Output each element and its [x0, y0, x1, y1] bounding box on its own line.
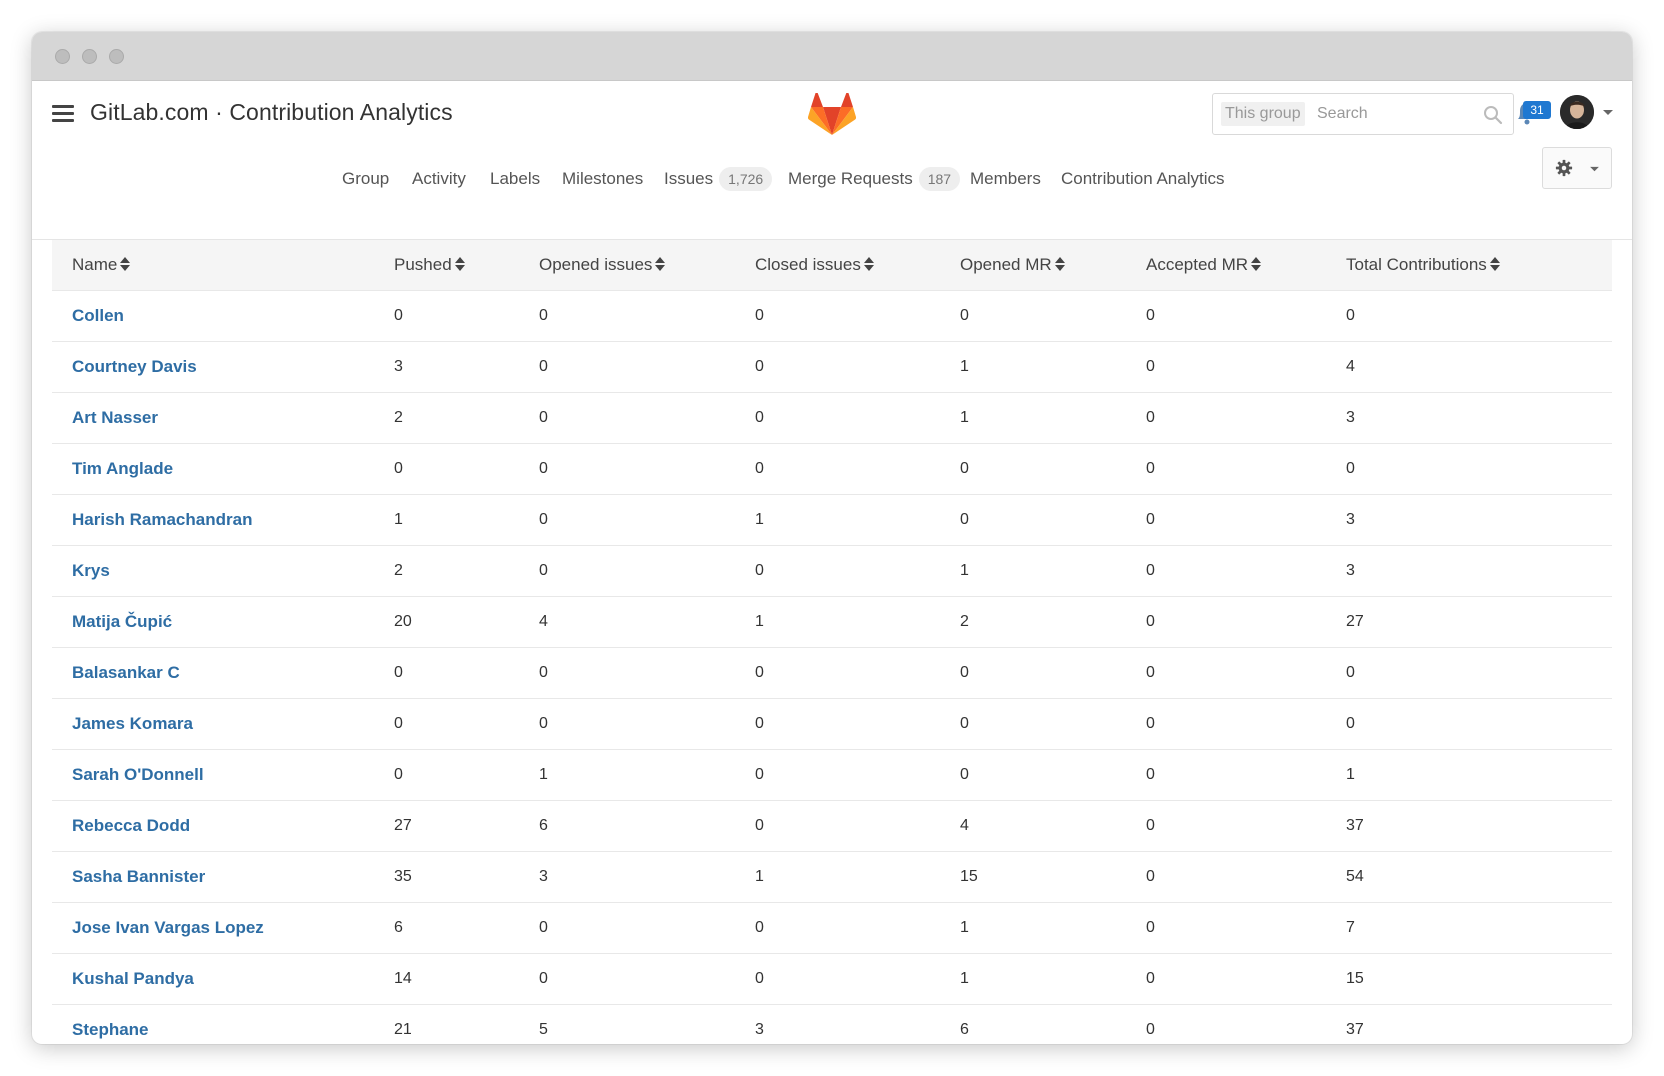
opened-issues-cell: 0	[539, 903, 755, 954]
opened-mr-cell: 6	[960, 1005, 1146, 1045]
search-input[interactable]	[1317, 102, 1477, 126]
accepted-mr-cell: 0	[1146, 546, 1346, 597]
nav-members[interactable]	[970, 159, 1041, 199]
total-contributions-cell: 3	[1346, 393, 1612, 444]
pushed-cell: 0	[394, 699, 539, 750]
closed-issues-cell: 0	[755, 444, 960, 495]
closed-issues-cell: 1	[755, 852, 960, 903]
gitlab-logo-icon[interactable]	[808, 93, 856, 137]
closed-issues-cell: 0	[755, 393, 960, 444]
total-contributions-cell: 15	[1346, 954, 1612, 1005]
accepted-mr-cell: 0	[1146, 444, 1346, 495]
opened-issues-cell: 0	[539, 291, 755, 342]
column-header-accepted-mr[interactable]	[1146, 240, 1346, 291]
opened-mr-cell: 2	[960, 597, 1146, 648]
total-contributions-cell: 27	[1346, 597, 1612, 648]
pushed-cell: 35	[394, 852, 539, 903]
sort-icon	[864, 257, 874, 271]
closed-issues-cell: 0	[755, 699, 960, 750]
contributor-name-link[interactable]: Balasankar C	[52, 648, 394, 699]
contributor-name-link[interactable]: Sarah O'Donnell	[52, 750, 394, 801]
issues-count-badge: 1,726	[719, 167, 772, 191]
accepted-mr-cell: 0	[1146, 648, 1346, 699]
opened-mr-cell: 1	[960, 903, 1146, 954]
table-row	[52, 495, 1612, 546]
opened-issues-cell: 1	[539, 750, 755, 801]
pushed-cell: 3	[394, 342, 539, 393]
total-contributions-cell: 1	[1346, 750, 1612, 801]
table-row	[52, 597, 1612, 648]
closed-issues-cell: 0	[755, 903, 960, 954]
contributor-name-link[interactable]: James Komara	[52, 699, 394, 750]
nav-merge-requests[interactable]	[788, 159, 960, 199]
table-row	[52, 750, 1612, 801]
opened-issues-cell: 0	[539, 495, 755, 546]
gear-icon	[1555, 159, 1573, 177]
opened-issues-cell: 0	[539, 699, 755, 750]
closed-issues-cell: 0	[755, 342, 960, 393]
opened-issues-cell: 0	[539, 393, 755, 444]
column-header-total-contributions[interactable]	[1346, 240, 1612, 291]
close-window-button[interactable]	[55, 49, 70, 64]
sort-icon	[1055, 257, 1065, 271]
opened-issues-cell: 6	[539, 801, 755, 852]
column-header-label: Opened MR	[960, 255, 1052, 274]
accepted-mr-cell: 0	[1146, 342, 1346, 393]
opened-issues-cell: 0	[539, 546, 755, 597]
column-header-label: Closed issues	[755, 255, 861, 274]
column-header-pushed[interactable]	[394, 240, 539, 291]
sort-icon	[1251, 257, 1261, 271]
browser-window	[32, 32, 1632, 1044]
nav-labels[interactable]	[490, 159, 540, 199]
table-row	[52, 801, 1612, 852]
pushed-cell: 0	[394, 291, 539, 342]
contributor-name-link[interactable]: Kushal Pandya	[52, 954, 394, 1005]
pushed-cell: 0	[394, 750, 539, 801]
accepted-mr-cell: 0	[1146, 597, 1346, 648]
user-avatar-image	[1560, 95, 1594, 129]
column-header-label: Name	[72, 255, 118, 274]
table-row	[52, 291, 1612, 342]
page-title: GitLab.com · Contribution Analytics	[90, 99, 453, 125]
nav-activity-label: Activity	[412, 169, 466, 188]
opened-issues-cell: 0	[539, 648, 755, 699]
accepted-mr-cell: 0	[1146, 954, 1346, 1005]
nav-members-label: Members	[970, 169, 1041, 188]
contributor-name-link[interactable]: Tim Anglade	[52, 444, 394, 495]
zoom-window-button[interactable]	[109, 49, 124, 64]
opened-mr-cell: 1	[960, 954, 1146, 1005]
column-header-label: Total Contributions	[1346, 255, 1487, 274]
table-row	[52, 903, 1612, 954]
opened-mr-cell: 4	[960, 801, 1146, 852]
opened-mr-cell: 1	[960, 393, 1146, 444]
total-contributions-cell: 3	[1346, 495, 1612, 546]
contributor-name-link[interactable]: Matija Čupić	[52, 597, 394, 648]
opened-mr-cell: 0	[960, 291, 1146, 342]
minimize-window-button[interactable]	[82, 49, 97, 64]
pushed-cell: 20	[394, 597, 539, 648]
accepted-mr-cell: 0	[1146, 291, 1346, 342]
total-contributions-cell: 0	[1346, 291, 1612, 342]
group-nav	[32, 159, 1632, 199]
total-contributions-cell: 4	[1346, 342, 1612, 393]
accepted-mr-cell: 0	[1146, 750, 1346, 801]
sort-icon	[120, 257, 130, 271]
opened-mr-cell: 0	[960, 648, 1146, 699]
closed-issues-cell: 0	[755, 291, 960, 342]
total-contributions-cell: 0	[1346, 444, 1612, 495]
closed-issues-cell: 0	[755, 750, 960, 801]
opened-issues-cell: 0	[539, 444, 755, 495]
column-header-opened-mr[interactable]	[960, 240, 1146, 291]
opened-mr-cell: 0	[960, 444, 1146, 495]
nav-group[interactable]	[342, 159, 389, 199]
closed-issues-cell: 1	[755, 597, 960, 648]
table-body	[52, 291, 1612, 1045]
pushed-cell: 6	[394, 903, 539, 954]
table-row	[52, 954, 1612, 1005]
pushed-cell: 2	[394, 546, 539, 597]
nav-activity[interactable]	[412, 159, 466, 199]
settings-dropdown-button[interactable]	[1542, 147, 1612, 189]
hamburger-menu-icon[interactable]	[52, 105, 74, 123]
table-row	[52, 648, 1612, 699]
contributor-name-link[interactable]: Jose Ivan Vargas Lopez	[52, 903, 394, 954]
contributor-name-link[interactable]: Harish Ramachandran	[52, 495, 394, 546]
opened-issues-cell: 0	[539, 342, 755, 393]
notification-count-badge[interactable]: 31	[1523, 101, 1551, 119]
table-row	[52, 699, 1612, 750]
pushed-cell: 14	[394, 954, 539, 1005]
nav-contribution-analytics-label: Contribution Analytics	[1061, 169, 1225, 188]
table-row	[52, 1005, 1612, 1045]
opened-mr-cell: 0	[960, 699, 1146, 750]
nav-milestones[interactable]	[562, 159, 643, 199]
pushed-cell: 0	[394, 648, 539, 699]
accepted-mr-cell: 0	[1146, 393, 1346, 444]
nav-merge-requests-label: Merge Requests	[788, 169, 913, 188]
column-header-opened-issues[interactable]	[539, 240, 755, 291]
sort-icon	[1490, 257, 1500, 271]
nav-contribution-analytics[interactable]	[1061, 159, 1224, 199]
search-box[interactable]	[1212, 93, 1514, 135]
accepted-mr-cell: 0	[1146, 495, 1346, 546]
contributor-name-link[interactable]: Rebecca Dodd	[52, 801, 394, 852]
total-contributions-cell: 54	[1346, 852, 1612, 903]
opened-mr-cell: 1	[960, 546, 1146, 597]
nav-issues-label: Issues	[664, 169, 714, 188]
opened-issues-cell: 5	[539, 1005, 755, 1045]
page-header	[32, 81, 1632, 240]
contributor-name-link[interactable]: Art Nasser	[52, 393, 394, 444]
sort-icon	[655, 257, 665, 271]
accepted-mr-cell: 0	[1146, 903, 1346, 954]
pushed-cell: 27	[394, 801, 539, 852]
contributor-name-link[interactable]: Krys	[52, 546, 394, 597]
total-contributions-cell: 0	[1346, 648, 1612, 699]
contribution-table	[52, 240, 1612, 1044]
accepted-mr-cell: 0	[1146, 699, 1346, 750]
pushed-cell: 1	[394, 495, 539, 546]
pushed-cell: 2	[394, 393, 539, 444]
nav-labels-label: Labels	[490, 169, 541, 188]
total-contributions-cell: 37	[1346, 1005, 1612, 1045]
table-row	[52, 393, 1612, 444]
accepted-mr-cell: 0	[1146, 801, 1346, 852]
opened-mr-cell: 0	[960, 750, 1146, 801]
table-row	[52, 444, 1612, 495]
accepted-mr-cell: 0	[1146, 852, 1346, 903]
total-contributions-cell: 3	[1346, 546, 1612, 597]
opened-mr-cell: 1	[960, 342, 1146, 393]
column-header-label: Pushed	[394, 255, 452, 274]
chevron-down-icon[interactable]	[1602, 109, 1614, 117]
merge-requests-count-badge: 187	[919, 167, 960, 191]
table-row	[52, 546, 1612, 597]
nav-group-label: Group	[342, 169, 390, 188]
opened-issues-cell: 4	[539, 597, 755, 648]
closed-issues-cell: 0	[755, 954, 960, 1005]
pushed-cell: 21	[394, 1005, 539, 1045]
closed-issues-cell: 3	[755, 1005, 960, 1045]
window-titlebar	[32, 32, 1632, 81]
total-contributions-cell: 7	[1346, 903, 1612, 954]
opened-issues-cell: 0	[539, 954, 755, 1005]
closed-issues-cell: 0	[755, 801, 960, 852]
column-header-name[interactable]	[52, 240, 394, 291]
pushed-cell: 0	[394, 444, 539, 495]
table-header-row	[52, 240, 1612, 291]
total-contributions-cell: 0	[1346, 699, 1612, 750]
nav-issues[interactable]	[664, 159, 772, 199]
contributor-name-link[interactable]: Sasha Bannister	[52, 852, 394, 903]
table-row	[52, 342, 1612, 393]
chevron-down-icon	[1589, 166, 1600, 173]
contributor-name-link[interactable]: Courtney Davis	[52, 342, 394, 393]
closed-issues-cell: 0	[755, 546, 960, 597]
column-header-label: Accepted MR	[1146, 255, 1249, 274]
contributor-name-link[interactable]: Collen	[52, 291, 394, 342]
closed-issues-cell: 0	[755, 648, 960, 699]
accepted-mr-cell: 0	[1146, 1005, 1346, 1045]
total-contributions-cell: 37	[1346, 801, 1612, 852]
opened-mr-cell: 0	[960, 495, 1146, 546]
sort-icon	[455, 257, 465, 271]
user-avatar[interactable]	[1560, 95, 1594, 129]
nav-milestones-label: Milestones	[562, 169, 644, 188]
table-row	[52, 852, 1612, 903]
opened-mr-cell: 15	[960, 852, 1146, 903]
column-header-label: Opened issues	[539, 255, 653, 274]
contributor-name-link[interactable]: Stephane	[52, 1005, 394, 1045]
search-icon[interactable]	[1483, 105, 1503, 125]
opened-issues-cell: 3	[539, 852, 755, 903]
search-scope-badge[interactable]: This group	[1221, 102, 1305, 126]
column-header-closed-issues[interactable]	[755, 240, 960, 291]
closed-issues-cell: 1	[755, 495, 960, 546]
